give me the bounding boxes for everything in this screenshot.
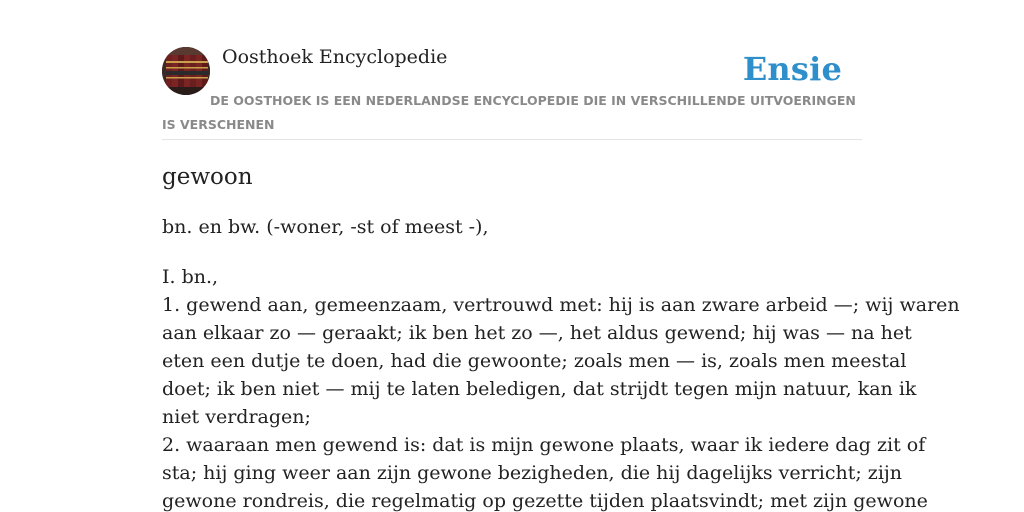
site-header: [162, 0, 862, 140]
page-container: [162, 0, 960, 512]
entry-grammar: bn. en bw. (-woner, -st of meest -),: [162, 216, 489, 238]
entry-line: aan elkaar zo — geraakt; ik ben het zo —, het aldus gewend; hij was — na het: [162, 322, 912, 344]
entry-line: eten een dutje te doen, had die gewoonte; zoals men — is, zoals men meestal: [162, 350, 907, 372]
site-tagline: DE OOSTHOEK IS EEN NEDERLANDSE ENCYCLOPEDIE DIE IN VERSCHILLENDE UITVOERINGEN IS VERSCHENEN: [162, 93, 856, 132]
entry-line: gewone rondreis, die regelmatig op gezette tijden plaatsvindt; met zijn gewone: [162, 490, 928, 512]
entry-line: 1. gewend aan, gemeenzaam, vertrouwd met: hij is aan zware arbeid —; wij waren: [162, 294, 960, 316]
entry-line: 2. waaraan men gewend is: dat is mijn gewone plaats, waar ik iedere dag zit of: [162, 434, 926, 456]
entry-line: doet; ik ben niet — mij te laten beledigen, dat strijdt tegen mijn natuur, kan ik: [162, 378, 917, 400]
entry-line: I. bn.,: [162, 266, 219, 288]
site-title[interactable]: Oosthoek Encyclopedie: [222, 46, 448, 68]
entry-line: niet verdragen;: [162, 406, 311, 428]
entry-line: sta; hij ging weer aan zijn gewone bezigheden, die hij dagelijks verricht; zijn: [162, 462, 903, 484]
entry-title: gewoon: [162, 164, 253, 190]
encyclopedia-books-icon[interactable]: [162, 47, 210, 95]
entry-body: [162, 263, 960, 512]
brand-logo[interactable]: Ensie: [742, 50, 842, 88]
